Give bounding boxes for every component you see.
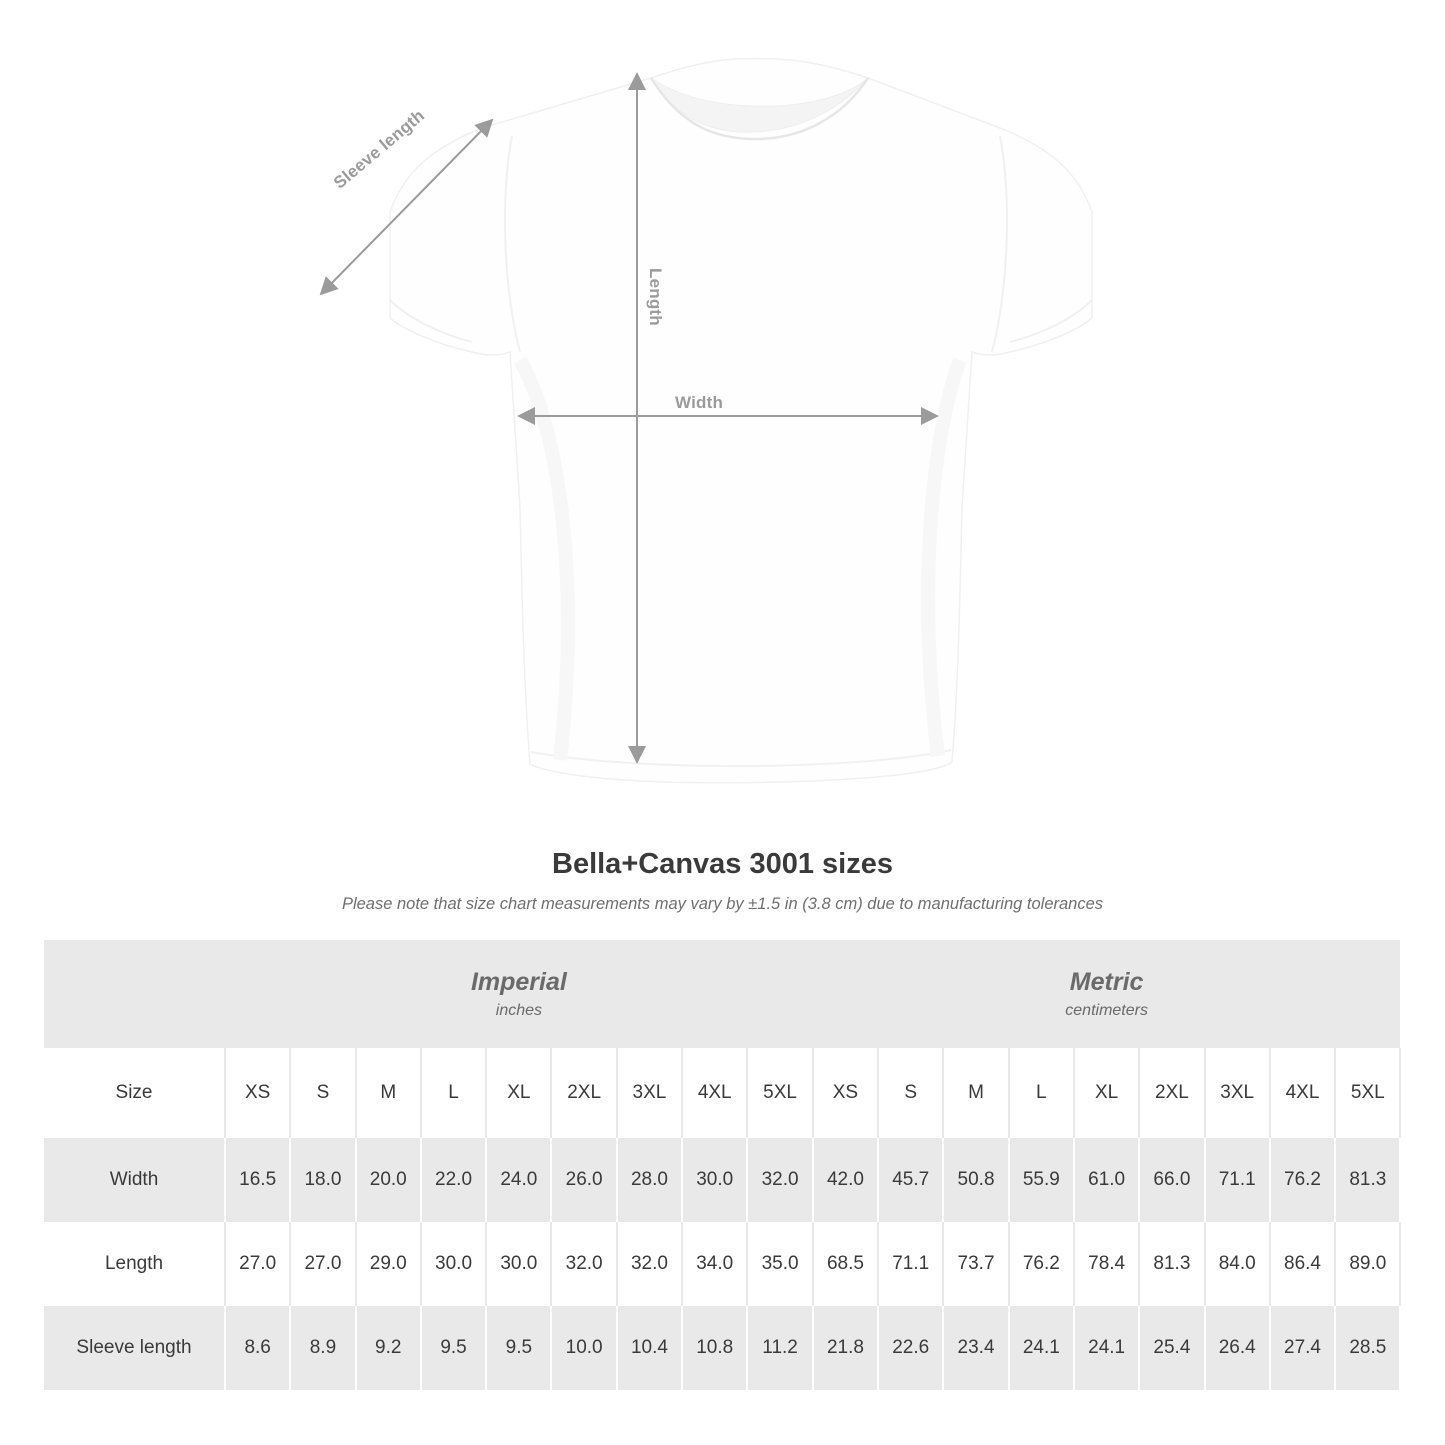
cell-width-4xl-in: 30.0 (682, 1138, 747, 1222)
cell-width-xl-cm: 61.0 (1074, 1138, 1139, 1222)
size-table-wrapper (44, 940, 1401, 1390)
table-row (44, 1222, 1400, 1306)
cell-width-xs-in: 16.5 (225, 1138, 290, 1222)
cell-sleeve-5xl-cm: 28.5 (1335, 1306, 1400, 1390)
col-header-5xl-in: 5XL (747, 1048, 812, 1138)
cell-length-xl-cm: 78.4 (1074, 1222, 1139, 1306)
unit-name-imperial: inches (495, 1001, 543, 1019)
cell-width-4xl-cm: 76.2 (1270, 1138, 1335, 1222)
cell-length-l-in: 30.0 (421, 1222, 486, 1306)
cell-sleeve-xl-in: 9.5 (486, 1306, 551, 1390)
size-chart-table (44, 940, 1401, 1390)
cell-sleeve-m-in: 9.2 (356, 1306, 421, 1390)
col-header-2xl-in: 2XL (551, 1048, 616, 1138)
unit-header-row (44, 940, 1400, 1048)
unit-name-metric: centimeters (1065, 1001, 1148, 1019)
cell-width-xs-cm: 42.0 (813, 1138, 878, 1222)
size-header-row (44, 1048, 1400, 1138)
cell-sleeve-xs-in: 8.6 (225, 1306, 290, 1390)
col-header-xs-cm: XS (813, 1048, 878, 1138)
cell-width-2xl-cm: 66.0 (1139, 1138, 1204, 1222)
cell-width-3xl-in: 28.0 (617, 1138, 682, 1222)
cell-sleeve-xs-cm: 21.8 (813, 1306, 878, 1390)
cell-width-m-cm: 50.8 (943, 1138, 1008, 1222)
cell-width-m-in: 20.0 (356, 1138, 421, 1222)
cell-length-4xl-cm: 86.4 (1270, 1222, 1335, 1306)
row-label-sleeve-length: Sleeve length (44, 1306, 225, 1390)
table-row (44, 1138, 1400, 1222)
cell-width-5xl-cm: 81.3 (1335, 1138, 1400, 1222)
col-header-2xl-cm: 2XL (1139, 1048, 1204, 1138)
cell-width-3xl-cm: 71.1 (1205, 1138, 1270, 1222)
col-header-l-in: L (421, 1048, 486, 1138)
cell-sleeve-l-in: 9.5 (421, 1306, 486, 1390)
tolerance-note: Please note that size chart measurements may vary by ±1.5 in (3.8 cm) due to manufacturing tolerances (341, 895, 1104, 913)
cell-sleeve-s-in: 8.9 (290, 1306, 355, 1390)
cell-width-l-cm: 55.9 (1009, 1138, 1074, 1222)
col-header-xl-in: XL (486, 1048, 551, 1138)
cell-sleeve-xl-cm: 24.1 (1074, 1306, 1139, 1390)
cell-width-5xl-in: 32.0 (747, 1138, 812, 1222)
cell-length-4xl-in: 34.0 (682, 1222, 747, 1306)
cell-length-3xl-cm: 84.0 (1205, 1222, 1270, 1306)
cell-width-2xl-in: 26.0 (551, 1138, 616, 1222)
tshirt-shape (390, 59, 1092, 783)
cell-sleeve-4xl-cm: 27.4 (1270, 1306, 1335, 1390)
length-label: Length (646, 268, 665, 326)
col-header-xs-in: XS (225, 1048, 290, 1138)
cell-sleeve-2xl-in: 10.0 (551, 1306, 616, 1390)
col-header-5xl-cm: 5XL (1335, 1048, 1400, 1138)
row-header-size: Size (44, 1048, 225, 1138)
cell-width-s-in: 18.0 (290, 1138, 355, 1222)
cell-width-l-in: 22.0 (421, 1138, 486, 1222)
unit-system-metric: Metric (1069, 968, 1144, 997)
width-label: Width (675, 393, 724, 412)
cell-length-xl-in: 30.0 (486, 1222, 551, 1306)
col-header-s-in: S (290, 1048, 355, 1138)
cell-sleeve-5xl-in: 11.2 (747, 1306, 812, 1390)
unit-group-imperial (225, 940, 813, 1048)
col-header-s-cm: S (878, 1048, 943, 1138)
cell-sleeve-l-cm: 24.1 (1009, 1306, 1074, 1390)
sleeve-length-label: Sleeve length (330, 105, 429, 193)
cell-sleeve-4xl-in: 10.8 (682, 1306, 747, 1390)
cell-length-s-in: 27.0 (290, 1222, 355, 1306)
cell-sleeve-m-cm: 23.4 (943, 1306, 1008, 1390)
cell-length-2xl-cm: 81.3 (1139, 1222, 1204, 1306)
col-header-xl-cm: XL (1074, 1048, 1139, 1138)
unit-spacer (44, 940, 225, 1048)
row-label-width: Width (44, 1138, 225, 1222)
cell-width-s-cm: 45.7 (878, 1138, 943, 1222)
title-block (0, 848, 1445, 914)
col-header-4xl-cm: 4XL (1270, 1048, 1335, 1138)
cell-length-5xl-in: 35.0 (747, 1222, 812, 1306)
cell-sleeve-2xl-cm: 25.4 (1139, 1306, 1204, 1390)
cell-width-xl-in: 24.0 (486, 1138, 551, 1222)
col-header-3xl-cm: 3XL (1205, 1048, 1270, 1138)
page-title: Bella+Canvas 3001 sizes (552, 848, 893, 880)
cell-length-2xl-in: 32.0 (551, 1222, 616, 1306)
cell-length-xs-in: 27.0 (225, 1222, 290, 1306)
table-row (44, 1306, 1400, 1390)
cell-sleeve-3xl-in: 10.4 (617, 1306, 682, 1390)
cell-length-s-cm: 71.1 (878, 1222, 943, 1306)
col-header-l-cm: L (1009, 1048, 1074, 1138)
col-header-4xl-in: 4XL (682, 1048, 747, 1138)
col-header-3xl-in: 3XL (617, 1048, 682, 1138)
row-label-length: Length (44, 1222, 225, 1306)
cell-length-m-in: 29.0 (356, 1222, 421, 1306)
cell-length-xs-cm: 68.5 (813, 1222, 878, 1306)
cell-length-l-cm: 76.2 (1009, 1222, 1074, 1306)
col-header-m-cm: M (943, 1048, 1008, 1138)
cell-sleeve-s-cm: 22.6 (878, 1306, 943, 1390)
unit-group-metric (813, 940, 1401, 1048)
col-header-m-in: M (356, 1048, 421, 1138)
cell-length-5xl-cm: 89.0 (1335, 1222, 1400, 1306)
cell-length-3xl-in: 32.0 (617, 1222, 682, 1306)
unit-system-imperial: Imperial (470, 968, 567, 997)
cell-sleeve-3xl-cm: 26.4 (1205, 1306, 1270, 1390)
cell-length-m-cm: 73.7 (943, 1222, 1008, 1306)
